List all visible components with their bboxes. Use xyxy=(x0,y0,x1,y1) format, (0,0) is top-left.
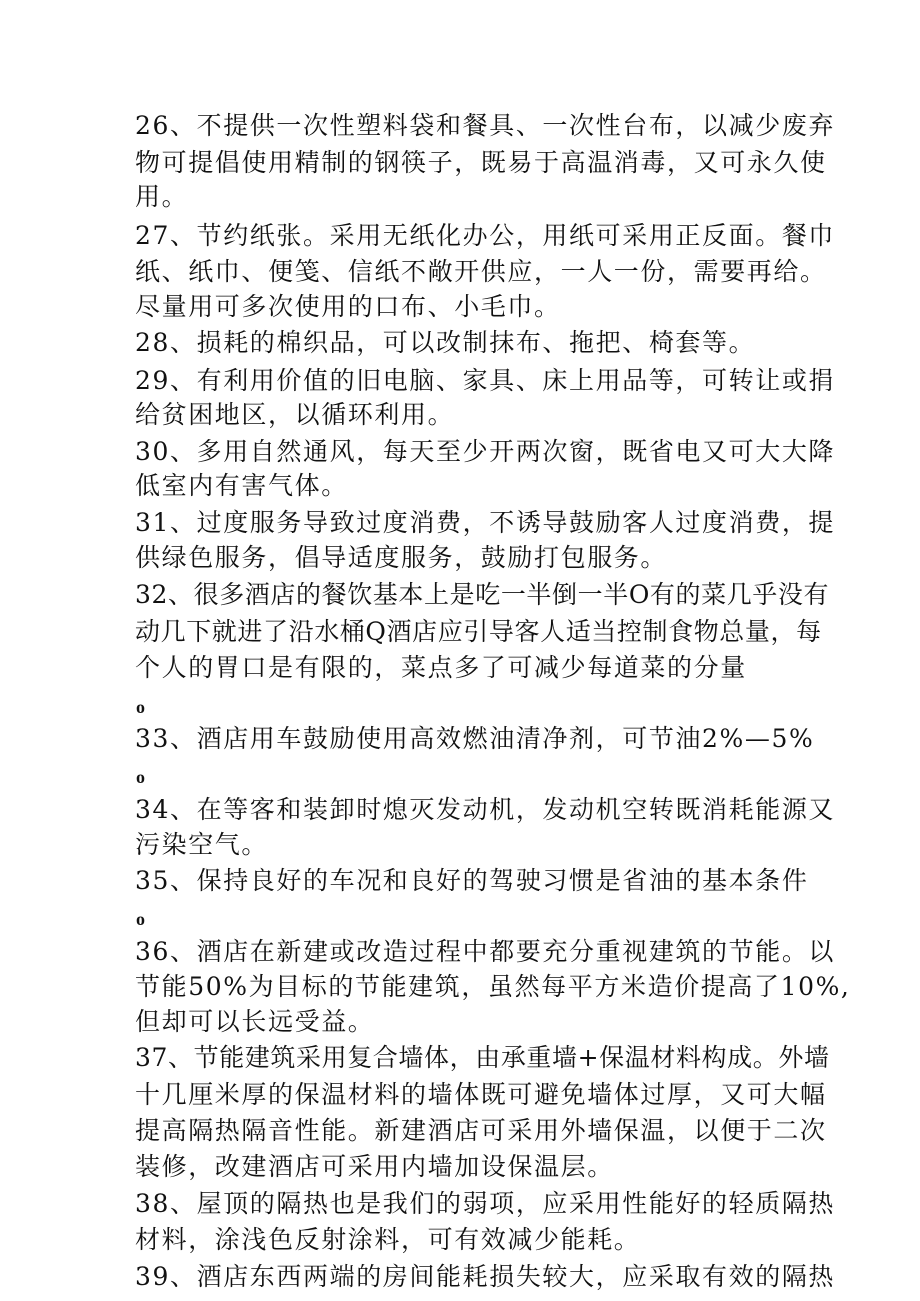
text-line: 32、很多酒店的餐饮基本上是吃一半倒一半O有的菜几乎没有 xyxy=(135,580,830,609)
text-line: 39、酒店东西两端的房间能耗损失较大，应采取有效的隔热 xyxy=(135,1262,836,1291)
text-line: 33、酒店用车鼓励使用高效燃油清净剂，可节油2%—5% xyxy=(135,724,815,753)
text-line: 尽量用可多次使用的口布、小毛巾。 xyxy=(135,292,561,321)
stray-o-mark: o xyxy=(136,697,145,717)
text-line: 低室内有害气体。 xyxy=(135,471,348,500)
text-line: 31、过度服务导致过度消费，不诱导鼓励客人过度消费，提 xyxy=(135,508,836,537)
text-line: 37、节能建筑采用复合墙体，由承重墙+保温材料构成。外墙 xyxy=(135,1043,830,1072)
text-line: 38、屋顶的隔热也是我们的弱项，应采用性能好的轻质隔热 xyxy=(135,1189,836,1218)
text-line: 污染空气。 xyxy=(135,830,269,859)
text-line: 材料，涂浅色反射涂料，可有效减少能耗。 xyxy=(135,1225,641,1254)
text-line: 26、不提供一次性塑料袋和餐具、一次性台布，以减少废弃 xyxy=(135,111,836,140)
text-line: 30、多用自然通风，每天至少开两次窗，既省电又可大大降 xyxy=(135,437,836,466)
text-line: 给贫困地区，以循环利用。 xyxy=(135,400,455,429)
text-line: 35、保持良好的车况和良好的驾驶习惯是省油的基本条件 xyxy=(135,866,809,895)
text-line: 十几厘米厚的保温材料的墙体既可避免墙体过厚，又可大幅 xyxy=(135,1080,827,1109)
text-line: 提高隔热隔音性能。新建酒店可采用外墙保温，以便于二次 xyxy=(135,1116,827,1145)
text-line: 27、节约纸张。采用无纸化办公，用纸可采用正反面。餐巾 xyxy=(135,221,836,250)
text-line: 34、在等客和装卸时熄灭发动机，发动机空转既消耗能源又 xyxy=(135,795,836,824)
text-line: 用。 xyxy=(135,182,189,211)
text-line: 个人的胃口是有限的，菜点多了可减少每道菜的分量 xyxy=(135,653,747,682)
text-line: 装修，改建酒店可采用内墙加设保温层。 xyxy=(135,1152,614,1181)
text-line: 节能50%为目标的节能建筑，虽然每平方米造价提高了10%, xyxy=(135,972,851,1001)
text-line: 28、损耗的棉织品，可以改制抹布、拖把、椅套等。 xyxy=(135,328,756,357)
text-line: 36、酒店在新建或改造过程中都要充分重视建筑的节能。以 xyxy=(135,937,836,966)
stray-o-mark: o xyxy=(136,767,145,787)
text-line: 物可提倡使用精制的钢筷子，既易于高温消毒，又可永久使 xyxy=(135,148,827,177)
stray-o-mark: o xyxy=(136,909,145,929)
text-line: 但却可以长远受益。 xyxy=(135,1007,375,1036)
text-line: 供绿色服务，倡导适度服务，鼓励打包服务。 xyxy=(135,543,668,572)
text-line: 动几下就进了沿水桶Q酒店应引导客人适当控制食物总量，每 xyxy=(135,617,822,646)
text-line: 29、有利用价值的旧电脑、家具、床上用品等，可转让或捐 xyxy=(135,366,836,395)
text-line: 纸、纸巾、便笺、信纸不敞开供应，一人一份，需要再给。 xyxy=(135,257,827,286)
